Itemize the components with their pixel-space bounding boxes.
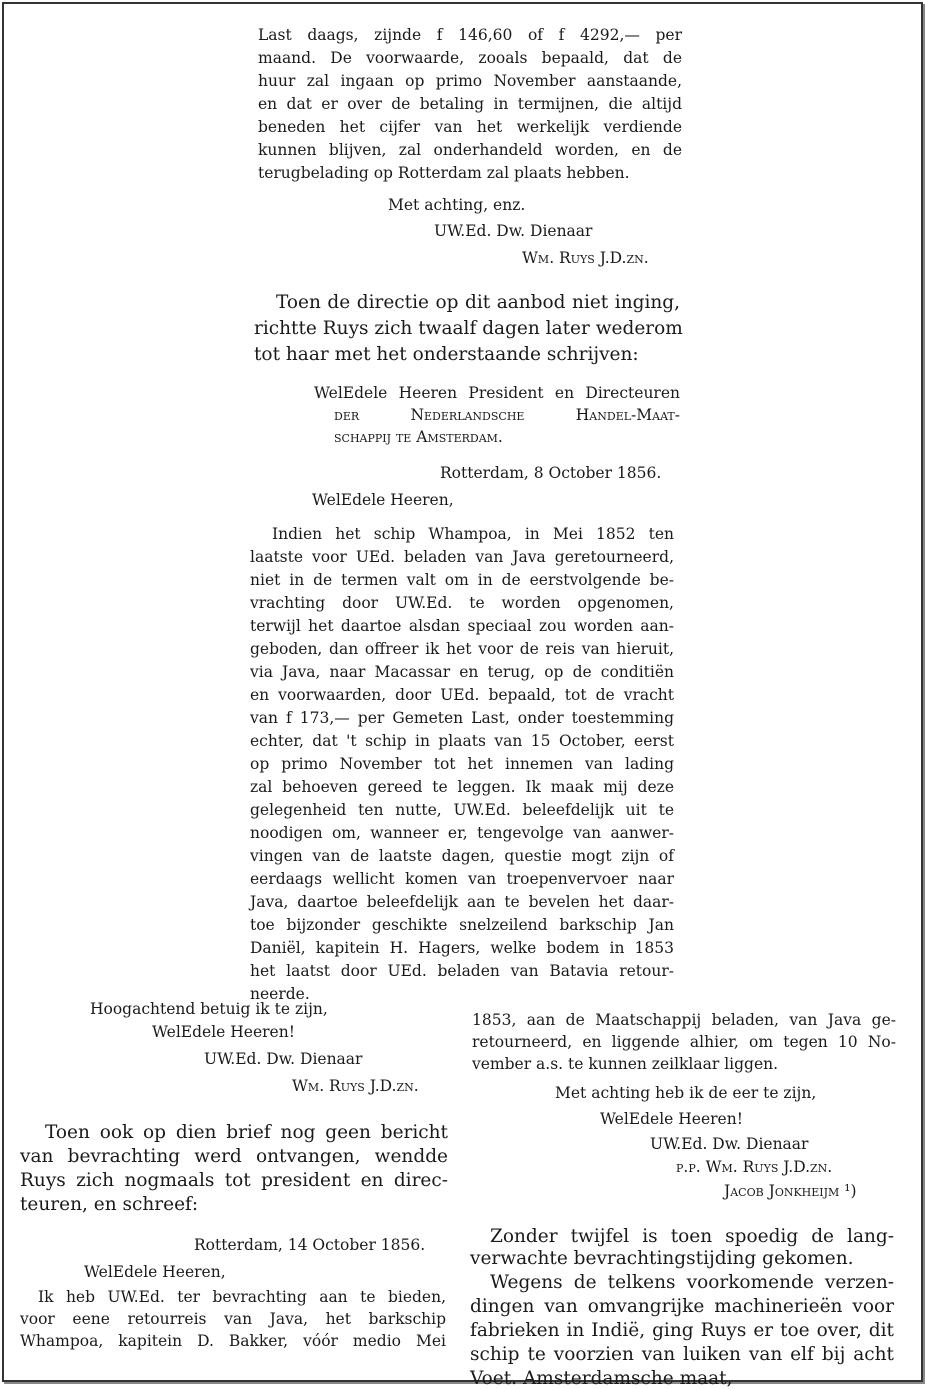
text-line: vember a.s. te kunnen zeilklaar liggen. [472,1055,779,1073]
text-line: tot haar met het onderstaande schrijven: [254,344,639,365]
text-line: vrachting door UW.Ed. te worden opgenomen, [250,594,674,612]
letter2-salutation: WelEdele Heeren, [312,491,454,509]
text-line: het laatst door UEd. beladen van Batavia retour- [250,962,674,980]
letter2-servant: UW.Ed. Dw. Dienaar [204,1050,363,1068]
text-line: Java, daartoe beleefdelijk aan te bevelen het daar- [250,893,674,911]
text-line: der Nederlandsche Handel-Maat- [334,406,680,424]
text-line: geboden, dan offreer ik het voor de reis van hieruit, [250,640,674,658]
letter2-signature: Wm. Ruys J.D.zn. [292,1077,419,1095]
text-line: schappij te Amsterdam. [334,428,503,446]
text-line: gelegenheid ten nutte, UW.Ed. beleefdelijk uit te [250,801,674,819]
letter3-date: Rotterdam, 14 October 1856. [194,1236,426,1254]
text-line: toe bijzonder geschikte snelzeilend barkschip Jan [250,916,674,934]
text-line: niet in de termen valt om in de eerstvolgende be- [250,571,674,589]
text-line: zal behoeven gereed te leggen. Ik maak mij deze [250,778,674,796]
text-line: van f 173,— per Gemeten Last, onder toestemming [250,709,674,727]
text-line: Toen ook op dien brief nog geen bericht [45,1122,448,1143]
text-line: Ruys zich nogmaals tot president en direc- [20,1170,448,1191]
text-line: Last daags, zijnde f 146,60 of f 4292,— per [258,26,682,44]
text-line-cut [470,1368,733,1378]
text-line: retourneerd, en liggende alhier, om tegen 10 No- [472,1033,896,1051]
text-line: noodigen om, wanneer er, tengevolge van aanwer- [250,824,674,842]
text-line: teuren, en schreef: [20,1194,199,1215]
text-line: verwachte bevrachtingstijding gekomen. [470,1248,854,1269]
text-line: schip te voorzien van luiken van elf bij acht [470,1344,894,1365]
letter3-salutation: WelEdele Heeren, [84,1263,226,1281]
letter3-closing-line: Met achting heb ik de eer te zijn, [555,1084,817,1102]
text-line: terwijl het daartoe alsdan speciaal zou worden aan- [250,617,674,635]
text-line: Ik heb UW.Ed. ter bevrachting aan te bieden, [38,1288,446,1306]
text-line: van bevrachting werd ontvangen, wendde [20,1146,448,1167]
text-line: fabrieken in Indië, ging Ruys er toe over, dit [470,1320,894,1341]
text-line: laatste voor UEd. beladen van Java geretourneerd, [250,548,674,566]
text-line: Daniël, kapitein H. Hagers, welke bodem in 1853 [250,939,674,957]
text-line: Whampoa, kapitein D. Bakker, vóór medio Mei [20,1332,446,1350]
letter1-closing: Met achting, enz. [388,196,526,214]
text-line: Zonder twijfel is toen spoedig de lang- [490,1226,894,1247]
text-line: 1853, aan de Maatschappij beladen, van Java ge- [472,1011,896,1029]
text-line: dingen van omvangrijke machinerieën voor [470,1296,894,1317]
text-line: Toen de directie op dit aanbod niet inging, [276,292,680,313]
letter3-cosigner: Jacob Jonkheijm ¹) [724,1182,857,1200]
text-line: richtte Ruys zich twaalf dagen later wederom [254,318,683,339]
letter2-date: Rotterdam, 8 October 1856. [440,464,662,482]
letter2-closing-line: Hoogachtend betuig ik te zijn, [90,1000,328,1018]
text-line: neerde. [250,985,310,1003]
text-line: Indien het schip Whampoa, in Mei 1852 ten [272,525,674,543]
text-line: huur zal ingaan op primo November aanstaande, [258,72,682,90]
text-line: en voorwaarden, door UEd. bepaald, tot de vracht [250,686,674,704]
letter2-closing-line: WelEdele Heeren! [152,1023,295,1041]
text-line: eerdaags wellicht komen van troepenvervoer naar [250,870,674,888]
text-line: kunnen blijven, zal onderhandeld worden, en de [258,141,682,159]
text-line: vingen van de laatste dagen, questie mogt zijn of [250,847,674,865]
text-line: maand. De voorwaarde, zooals bepaald, dat de [258,49,682,67]
text-line: en dat er over de betaling in termijnen, die altijd [258,95,682,113]
text-line: echter, dat 't schip in plaats van 15 October, eerst [250,732,674,750]
letter3-servant: UW.Ed. Dw. Dienaar [650,1135,809,1153]
text-line: op primo November tot het innemen van lading [250,755,674,773]
letter3-closing-line: WelEdele Heeren! [600,1110,743,1128]
letter1-signature: Wm. Ruys J.D.zn. [522,249,649,267]
text-line: via Java, naar Macassar en terug, op de conditiën [250,663,674,681]
text-line: voor eene retourreis van Java, het barkschip [20,1310,446,1328]
text-line: terugbelading op Rotterdam zal plaats hebben. [258,164,630,182]
letter3-signature: p.p. Wm. Ruys J.D.zn. [676,1158,833,1176]
text-line: beneden het cijfer van het werkelijk verdiende [258,118,682,136]
text-line: WelEdele Heeren President en Directeuren [314,384,680,402]
letter1-servant: UW.Ed. Dw. Dienaar [434,222,593,240]
text-line: Wegens de telkens voorkomende verzen- [490,1272,894,1293]
